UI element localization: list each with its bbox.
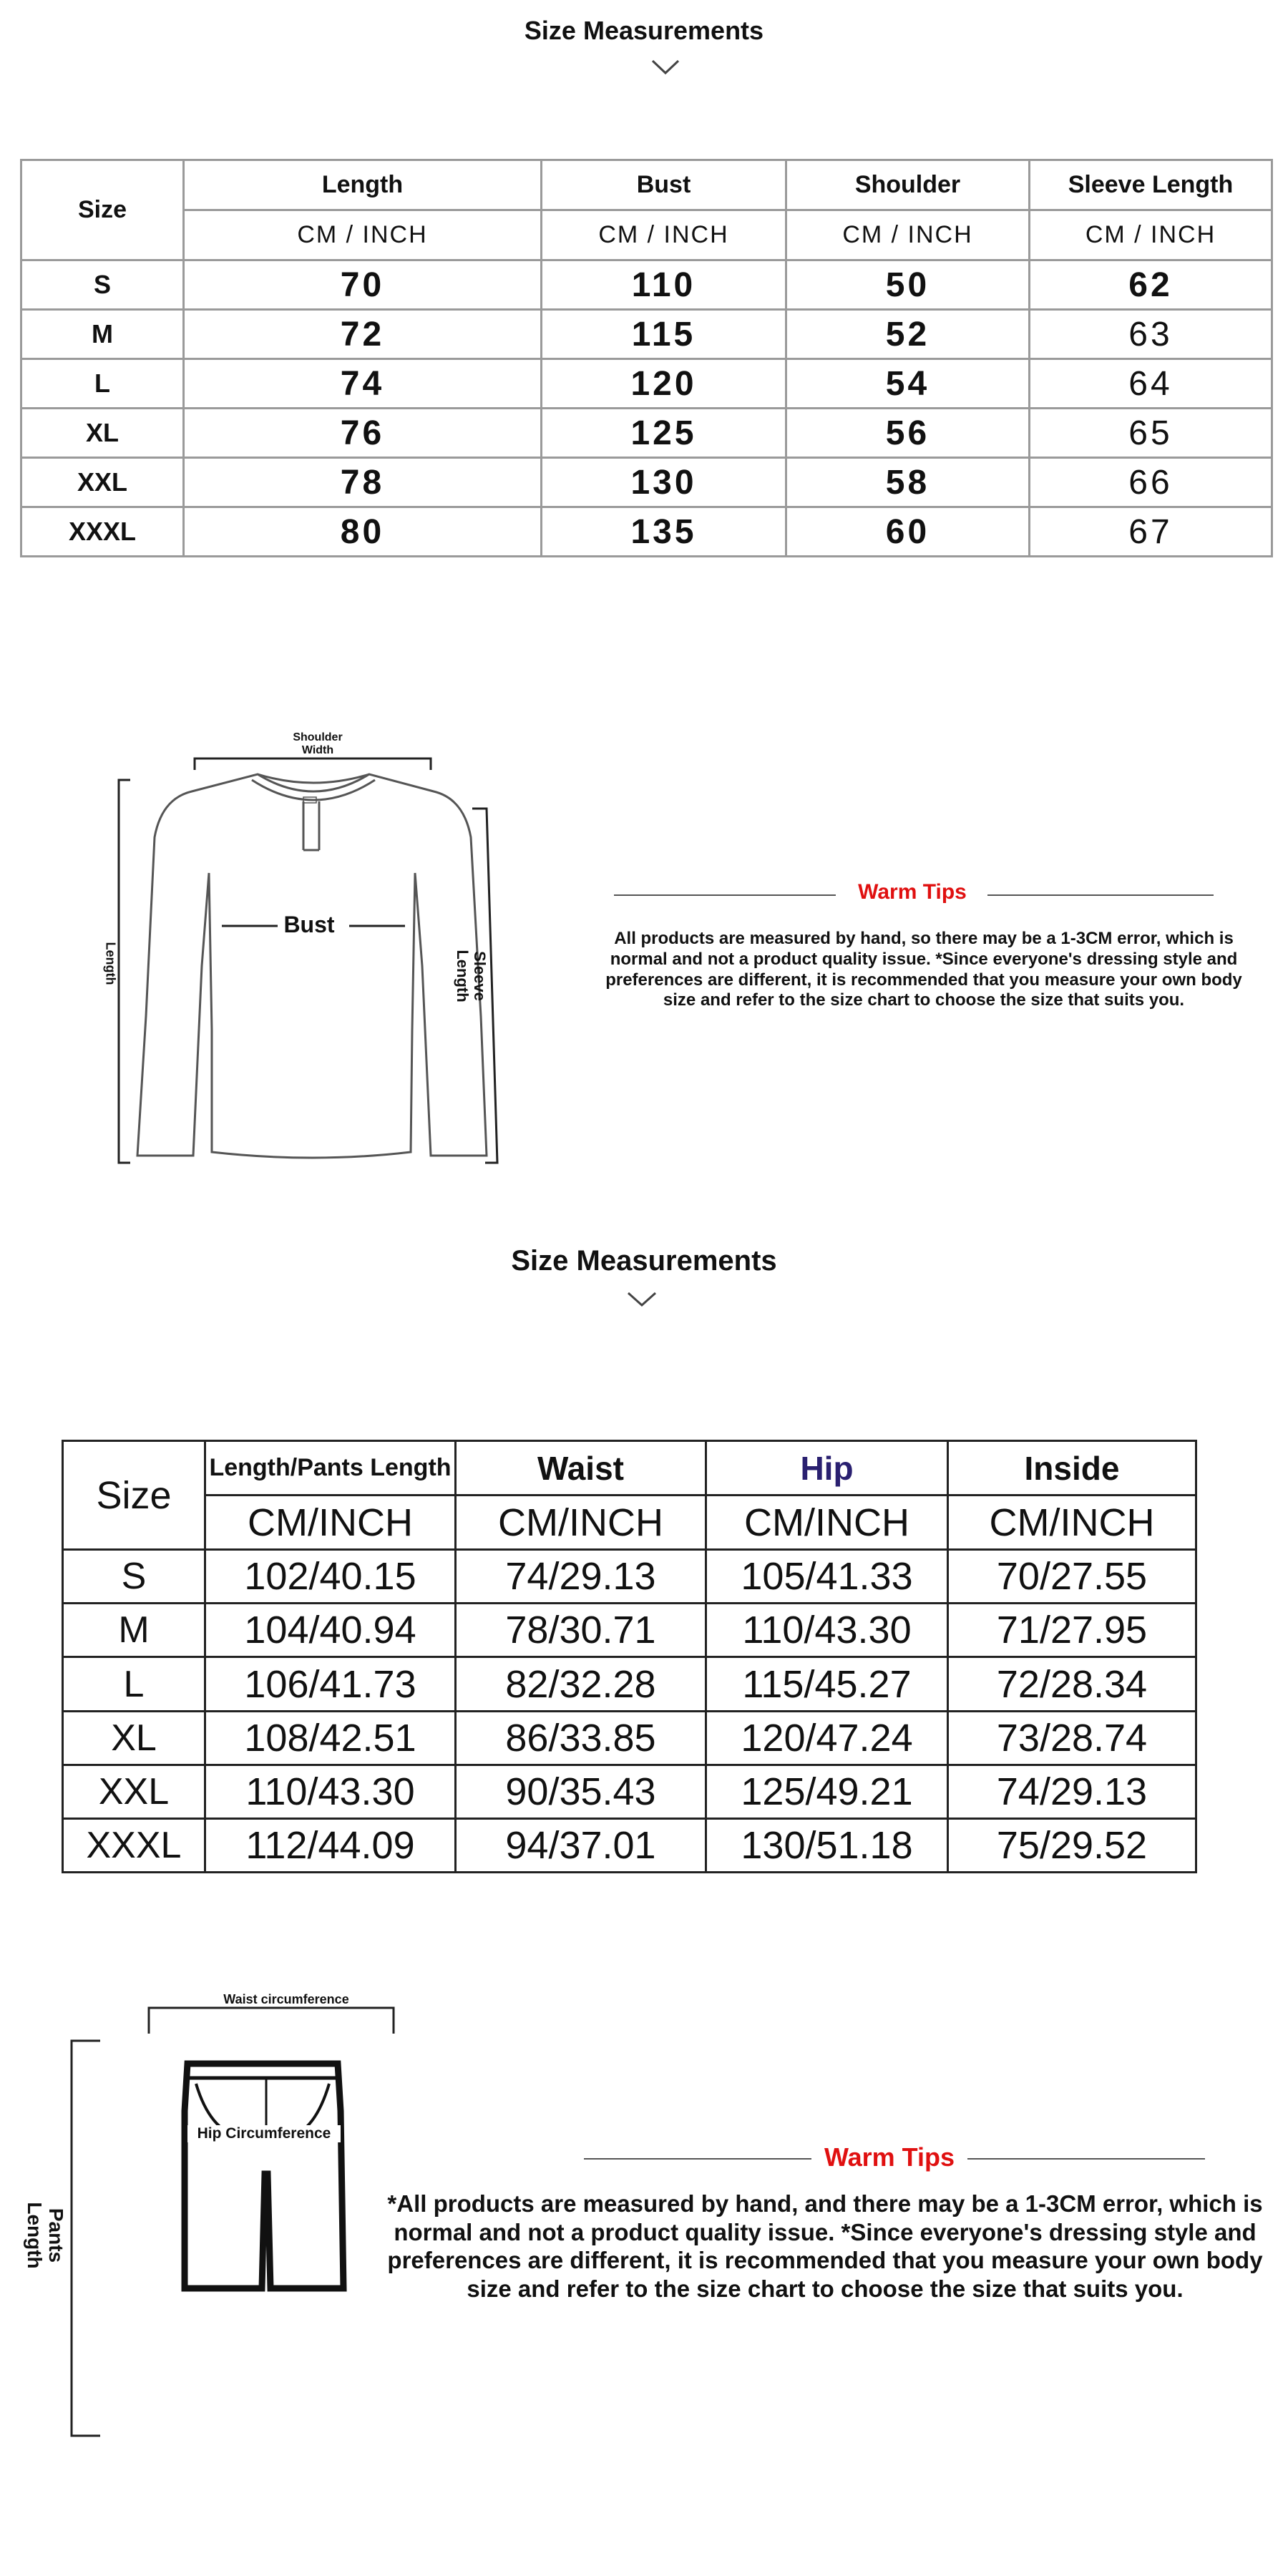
table-cell: 104/40.94	[205, 1604, 456, 1657]
warm-tips-title: Warm Tips	[858, 880, 967, 904]
table-cell: 71/27.95	[948, 1604, 1196, 1657]
table-cell: 78/30.71	[456, 1604, 706, 1657]
shoulder-column-header: Shoulder	[786, 160, 1030, 210]
table-cell: 62	[1030, 260, 1272, 310]
pants-outline-icon	[185, 2064, 343, 2288]
table-cell: 90/35.43	[456, 1765, 706, 1818]
table-cell: 74	[184, 359, 542, 409]
table-cell: 76	[184, 409, 542, 458]
unit-label: CM/INCH	[205, 1496, 456, 1550]
length-column-header: Length	[184, 160, 542, 210]
table-row	[63, 1657, 1196, 1711]
table-row	[63, 1711, 1196, 1765]
size-cell: XL	[63, 1711, 205, 1765]
size-cell: L	[63, 1657, 205, 1711]
table-cell: 80	[184, 507, 542, 557]
size-cell: S	[21, 260, 184, 310]
table-cell: 67	[1030, 507, 1272, 557]
table-cell: 75/29.52	[948, 1818, 1196, 1872]
size-column-header: Size	[63, 1441, 205, 1550]
table-row	[21, 359, 1272, 409]
table-cell: 110/43.30	[706, 1604, 948, 1657]
table-cell: 112/44.09	[205, 1818, 456, 1872]
table-cell: 120/47.24	[706, 1711, 948, 1765]
size-cell: S	[63, 1550, 205, 1604]
table-cell: 66	[1030, 458, 1272, 507]
table-cell: 120	[542, 359, 786, 409]
bust-label: Bust	[283, 912, 335, 937]
table-cell: 110/43.30	[205, 1765, 456, 1818]
table-cell: 115/45.27	[706, 1657, 948, 1711]
unit-label: CM / INCH	[184, 210, 542, 260]
table-cell: 82/32.28	[456, 1657, 706, 1711]
unit-label: CM / INCH	[786, 210, 1030, 260]
length-column-header: Length/Pants Length	[205, 1441, 456, 1496]
unit-label: CM / INCH	[542, 210, 786, 260]
table-cell: 105/41.33	[706, 1550, 948, 1604]
table-cell: 56	[786, 409, 1030, 458]
size-cell: XXL	[63, 1765, 205, 1818]
size-cell: M	[21, 310, 184, 359]
table-cell: 110	[542, 260, 786, 310]
table-cell: 73/28.74	[948, 1711, 1196, 1765]
table-cell: 135	[542, 507, 786, 557]
sleeve-length-label: Sleeve Length	[454, 950, 489, 1002]
shoulder-width-label: Shoulder Width	[293, 731, 343, 756]
table-cell: 64	[1030, 359, 1272, 409]
table-cell: 65	[1030, 409, 1272, 458]
size-cell: XL	[21, 409, 184, 458]
table-cell: 125/49.21	[706, 1765, 948, 1818]
table-row	[63, 1818, 1196, 1872]
table-cell: 58	[786, 458, 1030, 507]
bust-column-header: Bust	[542, 160, 786, 210]
table-cell: 72/28.34	[948, 1657, 1196, 1711]
size-cell: XXL	[21, 458, 184, 507]
hip-circumference-label: Hip Circumference	[187, 2125, 341, 2142]
inside-column-header: Inside	[948, 1441, 1196, 1496]
table-row	[63, 1765, 1196, 1818]
table-row	[21, 310, 1272, 359]
unit-label: CM/INCH	[706, 1496, 948, 1550]
size-cell: M	[63, 1604, 205, 1657]
unit-label: CM / INCH	[1030, 210, 1272, 260]
table-row	[63, 1550, 1196, 1604]
unit-label: CM/INCH	[948, 1496, 1196, 1550]
table-cell: 94/37.01	[456, 1818, 706, 1872]
bottom-size-table	[62, 1440, 1197, 1873]
warm-tips-title: Warm Tips	[824, 2142, 955, 2172]
table-row	[21, 458, 1272, 507]
chevron-down-icon	[627, 1291, 657, 1308]
table-cell: 74/29.13	[948, 1765, 1196, 1818]
table-cell: 108/42.51	[205, 1711, 456, 1765]
table-cell: 86/33.85	[456, 1711, 706, 1765]
chevron-down-icon	[651, 59, 680, 76]
table-cell: 60	[786, 507, 1030, 557]
size-cell: XXXL	[21, 507, 184, 557]
warm-tips-text: *All products are measured by hand, and there may be a 1-3CM error, which is normal and not a product quality issue. *Since everyone's dressing style and preferences are different, it is recommended that you measure your own body size and refer to the size chart to choose the size that suits you.	[387, 2190, 1263, 2302]
pants-diagram	[43, 1989, 415, 2447]
waist-column-header: Waist	[456, 1441, 706, 1496]
table-cell: 54	[786, 359, 1030, 409]
size-cell: L	[21, 359, 184, 409]
table-row	[21, 507, 1272, 557]
table-cell: 115	[542, 310, 786, 359]
table-cell: 70/27.55	[948, 1550, 1196, 1604]
table-row	[21, 260, 1272, 310]
top-section-title: Size Measurements	[524, 16, 764, 45]
table-cell: 50	[786, 260, 1030, 310]
shirt-outline-icon	[137, 774, 487, 1158]
size-column-header: Size	[21, 160, 184, 260]
table-cell: 72	[184, 310, 542, 359]
table-cell: 63	[1030, 310, 1272, 359]
bottom-section-title: Size Measurements	[511, 1245, 777, 1277]
warm-tips-text: All products are measured by hand, so there may be a 1-3CM error, which is normal and not a product quality issue. *Since everyone's dressing style and preferences are different, it is recommended that you measure your own body size and refer to the size chart to choose the size that suits you.	[605, 929, 1242, 1010]
pants-length-label: Pants Length	[24, 2202, 67, 2269]
table-cell: 52	[786, 310, 1030, 359]
table-cell: 125	[542, 409, 786, 458]
sleeve-length-column-header: Sleeve Length	[1030, 160, 1272, 210]
table-cell: 130	[542, 458, 786, 507]
table-cell: 130/51.18	[706, 1818, 948, 1872]
waist-circumference-label: Waist circumference	[223, 1992, 349, 2006]
table-row	[21, 409, 1272, 458]
unit-label: CM/INCH	[456, 1496, 706, 1550]
size-cell: XXXL	[63, 1818, 205, 1872]
table-row	[63, 1604, 1196, 1657]
hip-column-header: Hip	[706, 1441, 948, 1496]
top-size-table	[20, 159, 1273, 557]
table-cell: 74/29.13	[456, 1550, 706, 1604]
table-cell: 102/40.15	[205, 1550, 456, 1604]
length-label: Length	[103, 942, 118, 985]
table-cell: 78	[184, 458, 542, 507]
table-cell: 70	[184, 260, 542, 310]
table-cell: 106/41.73	[205, 1657, 456, 1711]
